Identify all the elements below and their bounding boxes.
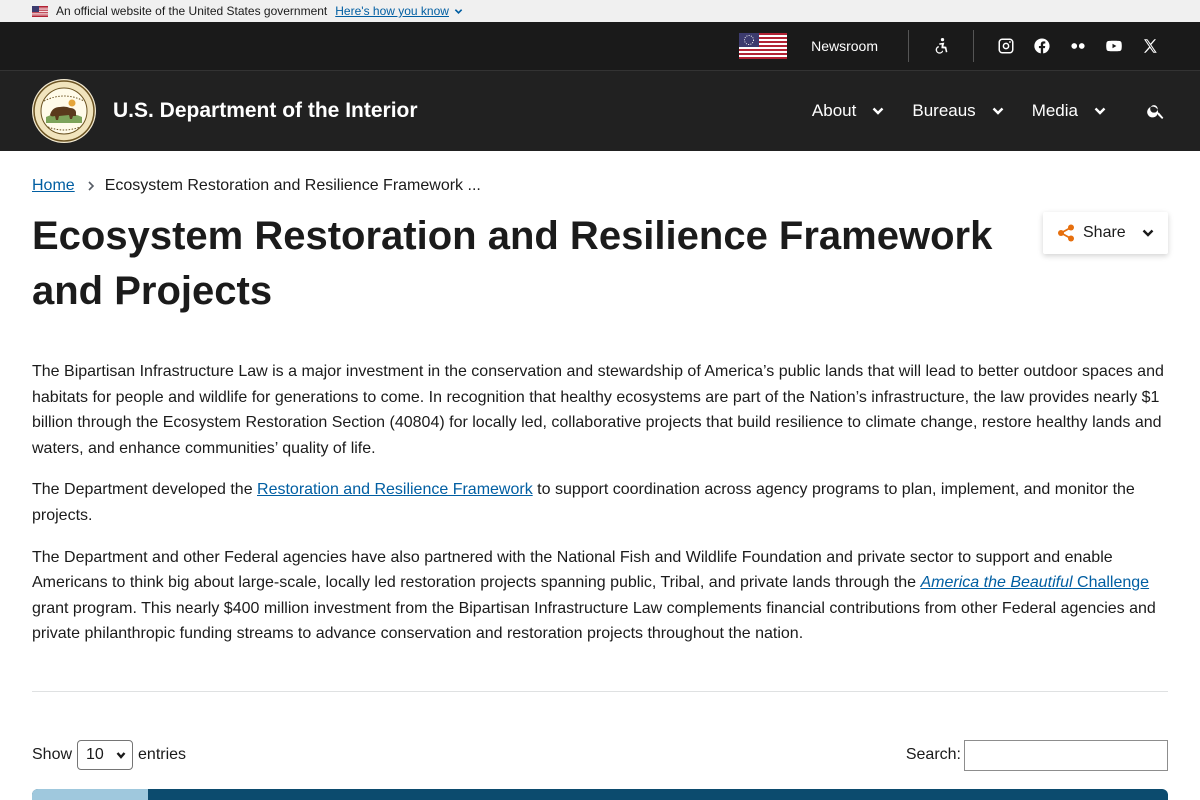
main-header (0, 70, 1200, 151)
body-text (32, 359, 1172, 647)
table-header-row (32, 789, 1168, 800)
nav-item-media[interactable] (1032, 101, 1106, 121)
title-row (32, 209, 1168, 319)
breadcrumb-home-link[interactable]: Home (32, 176, 75, 194)
newsroom-link[interactable]: Newsroom (811, 38, 878, 54)
breadcrumb (32, 151, 1168, 197)
entries-length-control (32, 740, 186, 770)
heres-how-you-know-label: Here's how you know (335, 4, 449, 18)
us-flag-icon (32, 6, 48, 17)
main-content (0, 151, 1200, 771)
search-icon (1146, 101, 1166, 121)
chevron-right-icon (87, 181, 95, 191)
paragraph-text: The Department developed the (32, 481, 258, 499)
accessibility-icon[interactable] (931, 36, 951, 56)
table-search-control (906, 740, 1168, 771)
instagram-icon[interactable] (996, 36, 1016, 56)
paragraph-framework (32, 477, 1172, 528)
bison-seal-icon (32, 79, 96, 143)
section-divider (32, 691, 1168, 692)
entries-length-select[interactable] (77, 740, 133, 770)
utility-divider (973, 30, 974, 62)
main-nav (784, 99, 1168, 123)
share-button[interactable] (1043, 212, 1168, 254)
search-button[interactable] (1144, 99, 1168, 123)
america-beautiful-challenge-link[interactable] (921, 574, 1150, 591)
paragraph-text: grant program. This nearly $400 million investment from the Bipartisan Infrastructure Law complements financial contributions from other Federal agencies and private philanthropic funding streams to advance conservation and restoration projects throughout the nation. (32, 599, 1156, 643)
youtube-icon[interactable] (1104, 36, 1124, 56)
nav-item-bureaus[interactable] (912, 101, 1003, 121)
paragraph-intro: The Bipartisan Infrastructure Law is a major investment in the conservation and stewardship of America’s public lands that will lead to better outdoor spaces and habitats for people and wildlife for generations to come. In recognition that healthy ecosystems are part of the Nation’s infrastructure, the law provides nearly $1 billion through the Ecosystem Restoration Section (40804) for locally led, collaborative projects that build resilience to climate change, restore healthy lands and waters, and enhance communities’ quality of life. (32, 363, 1164, 457)
nav-item-label: About (811, 101, 857, 120)
link-rest-part: Challenge (1072, 574, 1150, 592)
flickr-icon[interactable] (1068, 36, 1088, 56)
nav-item-label: Bureaus (912, 101, 976, 120)
chevron-down-icon (116, 750, 126, 760)
paragraph-challenge (32, 545, 1172, 647)
utility-divider (908, 30, 909, 62)
show-label: Show (32, 746, 73, 764)
site-title[interactable]: U.S. Department of the Interior (113, 99, 418, 122)
table-header-sorted-column[interactable] (32, 789, 148, 800)
gov-banner (0, 0, 1200, 22)
facebook-icon[interactable] (1032, 36, 1052, 56)
page-title: Ecosystem Restoration and Resilience Framework and Projects (32, 214, 993, 313)
search-label: Search: (905, 746, 961, 764)
chevron-down-icon (1094, 105, 1106, 117)
paragraph-text: to support coordination across agency programs to plan, implement, and monitor the projects. (32, 481, 1135, 524)
breadcrumb-current: Ecosystem Restoration and Resilience Framework ... (104, 176, 481, 194)
us-flag-icon (739, 33, 787, 59)
paragraph-text: The Department and other Federal agencies have also partnered with the National Fish and Wildlife Foundation and private sector to support and enable Americans to think big about large-scale, locally led restoration projects spanning public, Tribal, and private lands through the (32, 548, 1113, 592)
chevron-down-icon (1142, 227, 1154, 239)
x-icon[interactable] (1140, 36, 1160, 56)
utility-bar (0, 22, 1200, 70)
heres-how-you-know-link[interactable] (335, 4, 463, 18)
table-search-input[interactable] (964, 740, 1168, 771)
chevron-down-icon (872, 105, 884, 117)
gov-banner-text: An official website of the United States government (56, 4, 328, 18)
entries-label: entries (138, 746, 187, 764)
doi-seal-logo[interactable] (32, 79, 96, 143)
share-icon (1057, 224, 1075, 242)
link-italic-part: America the Beautiful (920, 574, 1073, 592)
chevron-down-icon (454, 7, 463, 16)
restoration-framework-link[interactable]: Restoration and Resilience Framework (257, 481, 533, 499)
chevron-down-icon (992, 105, 1004, 117)
table-controls (32, 740, 1168, 771)
share-label: Share (1083, 224, 1126, 241)
entries-length-value: 10 (86, 746, 104, 764)
nav-item-label: Media (1031, 101, 1078, 120)
nav-item-about[interactable] (812, 101, 884, 121)
